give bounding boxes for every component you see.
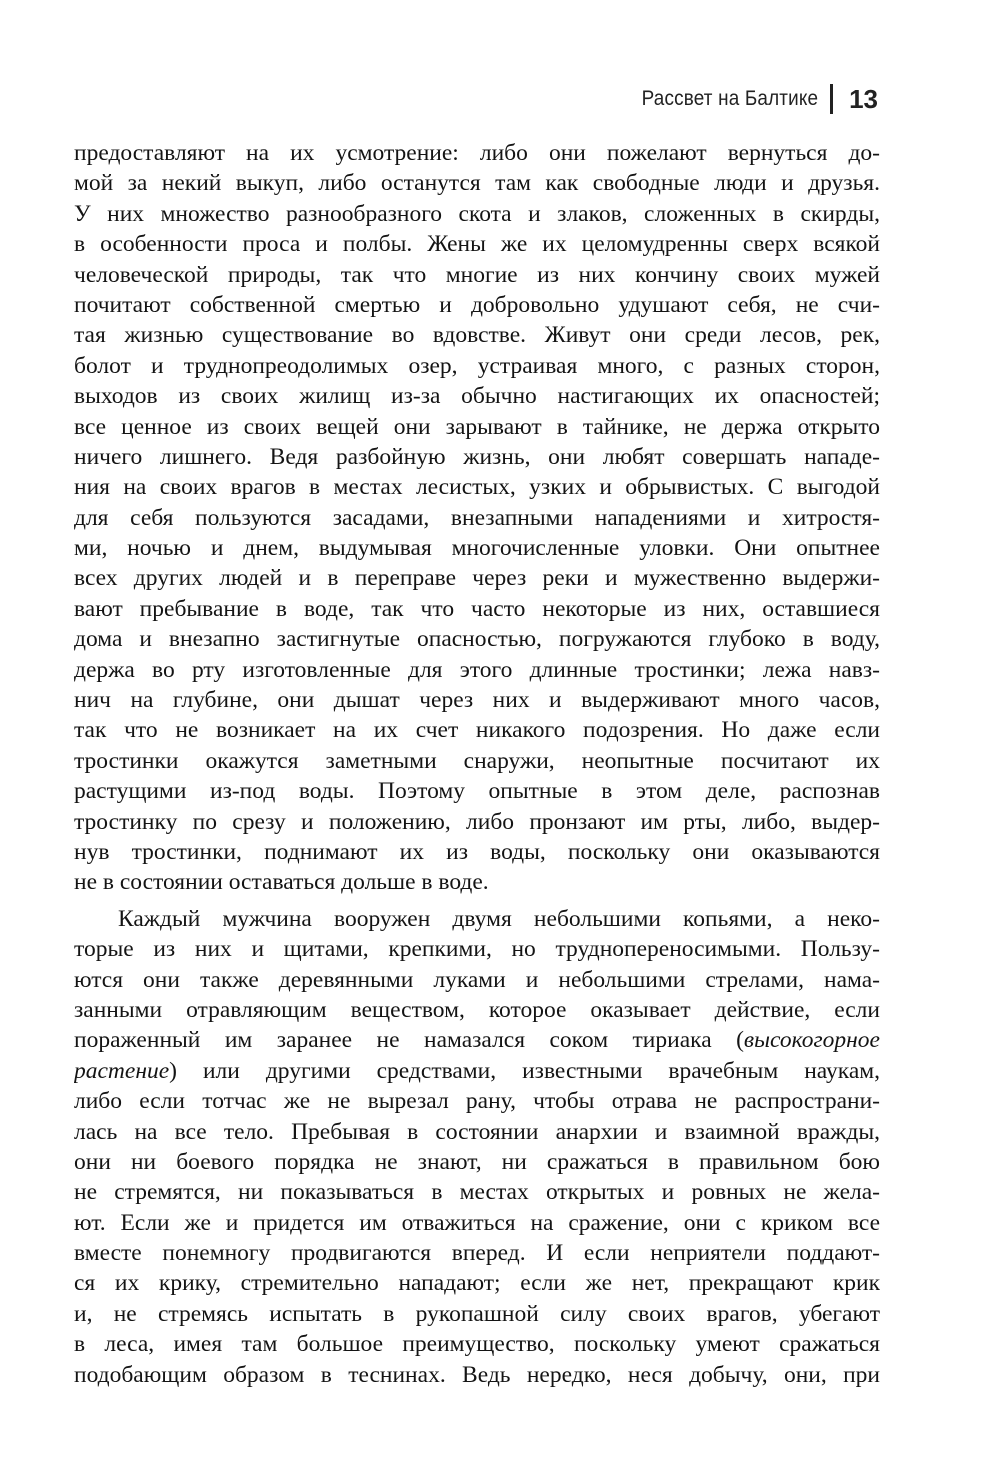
text-line xyxy=(74,1025,880,1055)
text-line xyxy=(74,1056,880,1086)
paragraph-1 xyxy=(74,138,880,898)
body-text xyxy=(74,138,880,1390)
text-line: все ценное из своих вещей они зарывают в тайнике, не держа открыто xyxy=(74,413,880,440)
text-line: ничего лишнего. Ведя разбойную жизнь, они любят совершать нападе- xyxy=(74,443,880,470)
text-line: ния на своих врагов в местах лесистых, узких и обрывистых. С выгодой xyxy=(74,474,880,501)
text-line: мой за некий выкуп, либо останутся там как свободные люди и друзья. xyxy=(74,170,880,197)
text-line: растущими из-под воды. Поэтому опытные в этом деле, распознав xyxy=(74,778,880,805)
text-line: ся их крику, стремительно нападают; если же нет, прекращают крик xyxy=(74,1270,880,1297)
text-line: нич на глубине, они дышат через них и выдерживают много часов, xyxy=(74,687,880,714)
text-line: в особенности проса и полбы. Жены же их целомудренны сверх всякой xyxy=(74,231,880,258)
text-line: в леса, имея там большое преимущество, поскольку умеют сражаться xyxy=(74,1331,880,1358)
text-line: лась на все тело. Пребывая в состоянии анархии и взаимной вражды, xyxy=(74,1118,880,1145)
text-line: для себя пользуются засадами, внезапными нападениями и хитростя- xyxy=(74,504,880,531)
text-line: всех других людей и в переправе через реки и мужественно выдержи- xyxy=(74,565,880,592)
text-line: дома и внезапно застигнутые опасностью, погружаются глубоко в воду, xyxy=(74,626,880,653)
text-line: тая жизнью существование во вдовстве. Живут они среди лесов, рек, xyxy=(74,322,880,349)
text-line: тростинку по срезу и положению, либо пронзают им рты, либо, выдер- xyxy=(74,808,880,835)
text-line: ют. Если же и придется им отважиться на сражение, они с криком все xyxy=(74,1209,880,1236)
text-line: либо если тотчас же не вырезал рану, чтобы отрава не распространи- xyxy=(74,1088,880,1115)
text-line: человеческой природы, так что многие из них кончину своих мужей xyxy=(74,261,880,288)
text-line: не стремятся, ни показываться в местах открытых и ровных не жела- xyxy=(74,1179,880,1206)
header-divider xyxy=(830,84,833,114)
text-line: болот и труднопреодолимых озер, устраивая много, с разных сторон, xyxy=(74,352,880,379)
text-line: нув тростинки, поднимают их из воды, поскольку они оказываются xyxy=(74,838,880,865)
italic-term: высокогорное xyxy=(743,1027,880,1054)
text-line: Каждый мужчина вооружен двумя небольшими копьями, а неко- xyxy=(118,905,880,932)
text-line: подобающим образом в теснинах. Ведь нередко, неся добычу, они, при xyxy=(74,1361,880,1388)
text-line: ются они также деревянными луками и небольшими стрелами, нама- xyxy=(74,966,880,993)
italic-term: растение xyxy=(74,1057,170,1084)
paragraph-2 xyxy=(74,904,880,1390)
text-line: вместе понемногу продвигаются вперед. И если неприятели поддают- xyxy=(74,1240,880,1267)
text-line: они ни боевого порядка не знают, ни сражаться в правильном бою xyxy=(74,1148,880,1175)
text-line: и, не стремясь испытать в рукопашной силу своих врагов, убегают xyxy=(74,1300,880,1327)
text-line: так что не возникает на их счет никакого подозрения. Но даже если xyxy=(74,717,880,744)
text-line: вают пребывание в воде, так что часто некоторые из них, оставшиеся xyxy=(74,595,880,622)
running-title: Рассвет на Балтике xyxy=(641,87,819,110)
text-line: торые из них и щитами, крепкими, но труднопереносимыми. Пользу- xyxy=(74,936,880,963)
text-line: выходов из своих жилищ из-за обычно настигающих их опасностей; xyxy=(74,383,880,410)
text-line: тростинки окажутся заметными снаружи, неопытные посчитают их xyxy=(74,747,880,774)
text-line: предоставляют на их усмотрение: либо они пожелают вернуться до- xyxy=(74,140,880,166)
text-line: почитают собственной смертью и добровольно удушают себя, не счи- xyxy=(74,291,880,318)
text-run: ) или другими средствами, известными врачебным наукам, xyxy=(169,1057,880,1084)
text-line: не в состоянии оставаться дольше в воде. xyxy=(74,869,489,896)
text-line: занными отравляющим веществом, которое оказывает действие, если xyxy=(74,996,880,1023)
running-head xyxy=(622,82,878,116)
page-number: 13 xyxy=(849,83,878,114)
text-line: держа во рту изготовленные для этого длинные тростинки; лежа навз- xyxy=(74,656,880,683)
text-line: У них множество разнообразного скота и злаков, сложенных в скирды, xyxy=(74,200,880,227)
text-line: ми, ночью и днем, выдумывая многочисленные уловки. Они опытнее xyxy=(74,535,880,562)
text-run: пораженный им заранее не намазался соком тириака ( xyxy=(74,1027,744,1054)
